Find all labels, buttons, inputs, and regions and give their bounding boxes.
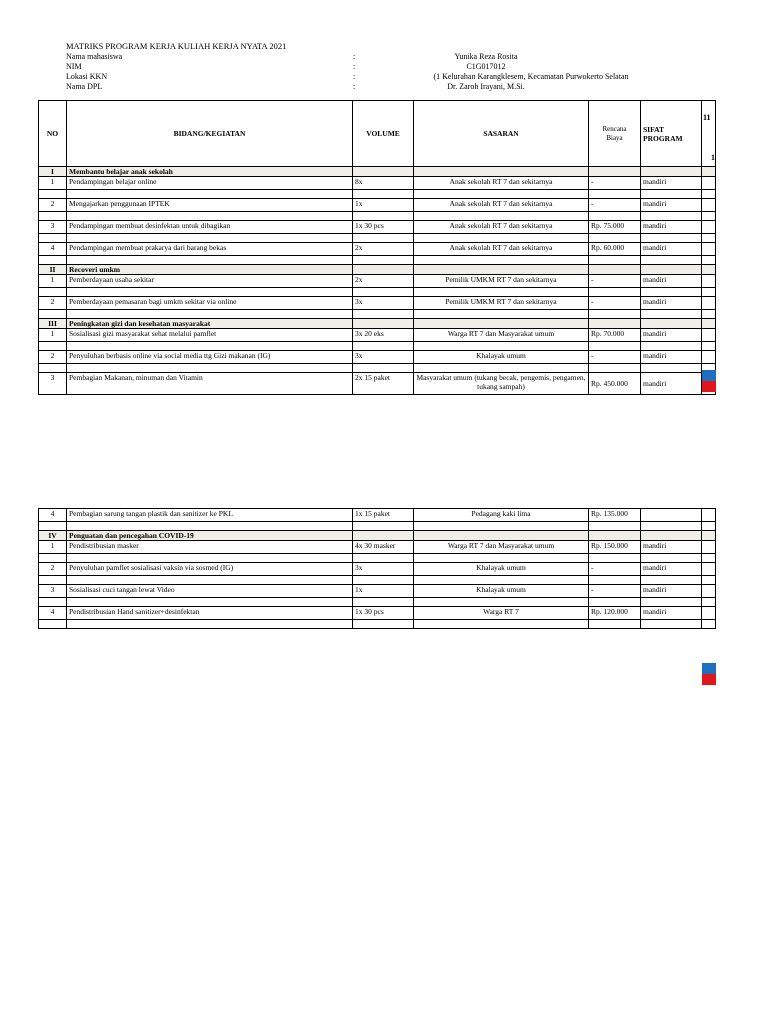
header-row-dpl — [66, 82, 726, 92]
item-sifat: mandiri — [641, 585, 702, 598]
program-table-1 — [38, 100, 716, 395]
empty-cell — [39, 212, 67, 221]
col-header-sifat-line2: PROGRAM — [643, 133, 683, 143]
header-colon: : — [353, 72, 356, 81]
empty-cell — [39, 364, 67, 373]
empty-cell — [353, 265, 414, 275]
empty-cell — [67, 554, 353, 563]
item-number: 1 — [39, 177, 67, 190]
empty-cell — [702, 310, 716, 319]
section-row — [39, 319, 716, 329]
empty-cell — [589, 598, 641, 607]
item-biaya: - — [589, 297, 641, 310]
item-kegiatan: Pendampingan belajar online — [67, 177, 353, 190]
empty-cell — [702, 288, 716, 297]
empty-cell — [353, 576, 414, 585]
col-header-biaya — [589, 101, 641, 167]
item-sifat: mandiri — [641, 607, 702, 620]
empty-cell — [39, 598, 67, 607]
item-kegiatan: Pemberdayaan usaha sekitar — [67, 275, 353, 288]
item-kegiatan: Pemberdayaan pemasaran bagi umkm sekitar via online — [67, 297, 353, 310]
item-kegiatan: Mengajarkan penggunaan IPTEK — [67, 199, 353, 212]
item-sifat: mandiri — [641, 177, 702, 190]
empty-cell — [589, 319, 641, 329]
empty-cell — [641, 234, 702, 243]
section-title: Recoveri umkm — [67, 265, 353, 275]
header-label: Nama mahasiswa — [66, 52, 123, 61]
table-row — [39, 563, 716, 576]
section-number: I — [39, 167, 67, 177]
empty-cell — [67, 364, 353, 373]
item-sasaran: Khalayak umum — [414, 585, 589, 598]
item-sasaran: Anak sekolah RT 7 dan sekitarnya — [414, 199, 589, 212]
empty-cell — [39, 256, 67, 265]
empty-cell — [589, 212, 641, 221]
header-label: Nama DPL — [66, 82, 103, 91]
empty-cell — [641, 167, 702, 177]
empty-cell — [702, 620, 716, 629]
empty-cell — [641, 256, 702, 265]
item-sasaran: Khalayak umum — [414, 563, 589, 576]
empty-cell — [353, 234, 414, 243]
empty-cell — [702, 167, 716, 177]
empty-cell — [353, 288, 414, 297]
section-number: III — [39, 319, 67, 329]
section-title: Peningkatan gizi dan kesehatan masyarakat — [67, 319, 353, 329]
item-number: 4 — [39, 607, 67, 620]
spacer-row — [39, 190, 716, 199]
empty-cell — [414, 167, 589, 177]
empty-cell — [702, 509, 716, 522]
item-volume: 1x 30 pcs — [353, 221, 414, 234]
item-sifat: mandiri — [641, 563, 702, 576]
empty-cell — [414, 310, 589, 319]
item-volume: 2x — [353, 275, 414, 288]
table-row — [39, 585, 716, 598]
item-volume: 3x — [353, 563, 414, 576]
item-number: 1 — [39, 541, 67, 554]
spacer-row — [39, 576, 716, 585]
table-row — [39, 373, 716, 395]
empty-cell — [414, 364, 589, 373]
header-label: NIM — [66, 62, 82, 71]
empty-cell — [641, 531, 702, 541]
item-sifat: mandiri — [641, 373, 702, 395]
header-label: Lokasi KKN — [66, 72, 108, 81]
spacer-row — [39, 256, 716, 265]
item-sifat: mandiri — [641, 221, 702, 234]
item-kegiatan: Penyuluhan berbasis online via social media ttg Gizi makanan (IG) — [67, 351, 353, 364]
item-biaya: - — [589, 199, 641, 212]
header-row-nim — [66, 62, 726, 72]
empty-cell — [414, 319, 589, 329]
item-sasaran: Masyarakat umum (tukang becak, pengemis, pengamen, tukang sampah) — [414, 373, 589, 395]
item-biaya: Rp. 120.000 — [589, 607, 641, 620]
table-row — [39, 177, 716, 190]
empty-cell — [39, 576, 67, 585]
table-row — [39, 351, 716, 364]
empty-cell — [353, 620, 414, 629]
item-kegiatan: Sosialisasi gizi masyarakat sehat melalui pamflet — [67, 329, 353, 342]
empty-cell — [641, 310, 702, 319]
section-title: Penguatan dan pencegahan COVID-19 — [67, 531, 353, 541]
table-row — [39, 509, 716, 522]
blue-marker — [702, 370, 716, 381]
spacer-row — [39, 598, 716, 607]
empty-cell — [589, 620, 641, 629]
empty-cell — [39, 310, 67, 319]
empty-cell — [702, 221, 716, 234]
empty-cell — [702, 351, 716, 364]
item-volume: 4x 30 masker — [353, 541, 414, 554]
item-sasaran: Warga RT 7 dan Masyarakat umum — [414, 541, 589, 554]
empty-cell — [414, 288, 589, 297]
empty-cell — [353, 342, 414, 351]
item-sasaran: Pedagang kaki lima — [414, 509, 589, 522]
item-number: 1 — [39, 275, 67, 288]
section-number: II — [39, 265, 67, 275]
section-row — [39, 265, 716, 275]
empty-cell — [67, 576, 353, 585]
empty-cell — [414, 190, 589, 199]
empty-cell — [414, 234, 589, 243]
item-biaya: Rp. 75.000 — [589, 221, 641, 234]
item-sifat: mandiri — [641, 329, 702, 342]
item-volume: 3x — [353, 297, 414, 310]
item-biaya: - — [589, 563, 641, 576]
empty-cell — [67, 288, 353, 297]
empty-cell — [702, 256, 716, 265]
col-header-biaya-line1: Rencana — [602, 124, 627, 133]
item-biaya: - — [589, 177, 641, 190]
item-number: 2 — [39, 351, 67, 364]
item-volume: 1x 15 paket — [353, 509, 414, 522]
item-biaya: Rp. 60.000 — [589, 243, 641, 256]
item-sasaran: Khalayak umum — [414, 351, 589, 364]
item-sasaran: Anak sekolah RT 7 dan sekitarnya — [414, 177, 589, 190]
header-value: (1 Kelurahan Karangklesem, Kecamatan Purwokerto Selatan — [433, 72, 629, 81]
empty-cell — [414, 620, 589, 629]
empty-cell — [353, 319, 414, 329]
header-colon: : — [353, 62, 356, 71]
item-sasaran: Pemilik UMKM RT 7 dan sekitarnya — [414, 275, 589, 288]
empty-cell — [702, 531, 716, 541]
red-marker — [702, 381, 716, 392]
empty-cell — [39, 620, 67, 629]
empty-cell — [589, 167, 641, 177]
empty-cell — [39, 190, 67, 199]
item-volume: 2x 15 paket — [353, 373, 414, 395]
empty-cell — [353, 364, 414, 373]
empty-cell — [702, 342, 716, 351]
item-number: 2 — [39, 199, 67, 212]
empty-cell — [353, 256, 414, 265]
empty-cell — [353, 190, 414, 199]
empty-cell — [353, 598, 414, 607]
empty-cell — [39, 342, 67, 351]
item-sifat: mandiri — [641, 541, 702, 554]
item-kegiatan: Pendistribusian Hand sanitizer+desinfektan — [67, 607, 353, 620]
empty-cell — [414, 598, 589, 607]
item-kegiatan: Pendistribusian masker — [67, 541, 353, 554]
section-title: Membantu belajar anak sekolah — [67, 167, 353, 177]
empty-cell — [702, 607, 716, 620]
item-kegiatan: Sosialisasi cuci tangan lewat Video — [67, 585, 353, 598]
table-row — [39, 243, 716, 256]
empty-cell — [589, 364, 641, 373]
table-row — [39, 607, 716, 620]
item-kegiatan: Pembagian sarung tangan plastik dan sanitizer ke PKL — [67, 509, 353, 522]
empty-cell — [702, 554, 716, 563]
empty-cell — [414, 342, 589, 351]
item-sasaran: Anak sekolah RT 7 dan sekitarnya — [414, 221, 589, 234]
spacer-row — [39, 554, 716, 563]
section-row — [39, 167, 716, 177]
empty-cell — [353, 310, 414, 319]
col-header-sifat-line1: SIFAT — [643, 124, 664, 134]
item-kegiatan: Pendampingan membuat prakarya dari barang bekas — [67, 243, 353, 256]
item-biaya: - — [589, 585, 641, 598]
empty-cell — [67, 256, 353, 265]
empty-cell — [641, 288, 702, 297]
empty-cell — [353, 167, 414, 177]
item-volume: 2x — [353, 243, 414, 256]
header-colon: : — [353, 82, 356, 91]
item-number: 3 — [39, 373, 67, 395]
section-row — [39, 531, 716, 541]
section-number: IV — [39, 531, 67, 541]
empty-cell — [702, 585, 716, 598]
empty-cell — [702, 563, 716, 576]
item-kegiatan: Pembagian Makanan, minuman dan Vitamin — [67, 373, 353, 395]
empty-cell — [702, 190, 716, 199]
empty-cell — [702, 243, 716, 256]
spacer-row — [39, 288, 716, 297]
empty-cell — [702, 199, 716, 212]
empty-cell — [641, 576, 702, 585]
empty-cell — [702, 541, 716, 554]
col-header-kegiatan: BIDANG/KEGIATAN — [67, 101, 353, 167]
empty-cell — [414, 212, 589, 221]
empty-cell — [589, 256, 641, 265]
empty-cell — [589, 234, 641, 243]
empty-cell — [414, 522, 589, 531]
item-biaya: Rp. 450.000 — [589, 373, 641, 395]
item-sasaran: Warga RT 7 — [414, 607, 589, 620]
spacer-row — [39, 212, 716, 221]
spacer-row — [39, 522, 716, 531]
table-row — [39, 541, 716, 554]
empty-cell — [67, 598, 353, 607]
empty-cell — [702, 177, 716, 190]
red-marker — [702, 674, 716, 685]
item-volume: 3x 20 eks — [353, 329, 414, 342]
item-kegiatan: Penyuluhan pamflet sosialisasi vaksin via sosmed (IG) — [67, 563, 353, 576]
item-biaya: Rp. 135.000 — [589, 509, 641, 522]
item-volume: 1x 30 pcs — [353, 607, 414, 620]
item-sifat: mandiri — [641, 351, 702, 364]
empty-cell — [67, 310, 353, 319]
empty-cell — [641, 190, 702, 199]
empty-cell — [589, 531, 641, 541]
empty-cell — [353, 212, 414, 221]
item-number: 2 — [39, 297, 67, 310]
item-volume: 1x — [353, 199, 414, 212]
empty-cell — [702, 212, 716, 221]
empty-cell — [641, 212, 702, 221]
document-title: MATRIKS PROGRAM KERJA KULIAH KERJA NYATA 2021 — [66, 41, 287, 51]
empty-cell — [641, 620, 702, 629]
col-header-sasaran: SASARAN — [414, 101, 589, 167]
empty-cell — [414, 256, 589, 265]
empty-cell — [641, 598, 702, 607]
item-number: 4 — [39, 243, 67, 256]
program-table-2 — [38, 508, 716, 629]
header-value: C1G017012 — [466, 62, 506, 71]
empty-cell — [353, 531, 414, 541]
table-row — [39, 221, 716, 234]
empty-cell — [702, 329, 716, 342]
item-sifat: mandiri — [641, 275, 702, 288]
empty-cell — [589, 288, 641, 297]
empty-cell — [589, 522, 641, 531]
empty-cell — [702, 275, 716, 288]
empty-cell — [353, 554, 414, 563]
empty-cell — [702, 598, 716, 607]
spacer-row — [39, 364, 716, 373]
col-header-volume: VOLUME — [353, 101, 414, 167]
spacer-row — [39, 620, 716, 629]
empty-cell — [702, 576, 716, 585]
empty-cell — [39, 522, 67, 531]
item-kegiatan: Pendampingan membuat desinfektan untuk dibagikan — [67, 221, 353, 234]
empty-cell — [589, 265, 641, 275]
empty-cell — [67, 212, 353, 221]
item-number: 2 — [39, 563, 67, 576]
item-volume: 8x — [353, 177, 414, 190]
item-sasaran: Warga RT 7 dan Masyarakat umum — [414, 329, 589, 342]
empty-cell — [702, 297, 716, 310]
extra-column-label-bottom: 1 — [711, 153, 715, 162]
empty-cell — [67, 522, 353, 531]
document-header — [66, 40, 726, 92]
empty-cell — [641, 522, 702, 531]
empty-cell — [702, 265, 716, 275]
empty-cell — [67, 342, 353, 351]
empty-cell — [589, 554, 641, 563]
item-sasaran: Anak sekolah RT 7 dan sekitarnya — [414, 243, 589, 256]
blue-marker — [702, 663, 716, 674]
item-sifat: mandiri — [641, 199, 702, 212]
empty-cell — [589, 342, 641, 351]
empty-cell — [641, 319, 702, 329]
table-row — [39, 297, 716, 310]
col-header-sifat — [641, 101, 702, 167]
item-number: 4 — [39, 509, 67, 522]
empty-cell — [641, 554, 702, 563]
empty-cell — [589, 576, 641, 585]
empty-cell — [39, 234, 67, 243]
empty-cell — [414, 576, 589, 585]
empty-cell — [641, 342, 702, 351]
item-sifat: mandiri — [641, 243, 702, 256]
empty-cell — [67, 234, 353, 243]
empty-cell — [39, 288, 67, 297]
empty-cell — [414, 554, 589, 563]
header-value: Dr. Zaroh Irayani, M.Si. — [447, 82, 525, 91]
col-header-biaya-line2: Biaya — [606, 133, 623, 142]
item-number: 1 — [39, 329, 67, 342]
item-biaya: Rp. 70.000 — [589, 329, 641, 342]
table-row — [39, 329, 716, 342]
empty-cell — [39, 554, 67, 563]
empty-cell — [641, 265, 702, 275]
empty-cell — [589, 310, 641, 319]
empty-cell — [353, 522, 414, 531]
item-sifat: mandiri — [641, 297, 702, 310]
extra-column-label-top: 11 — [703, 113, 711, 122]
empty-cell — [67, 190, 353, 199]
item-biaya: Rp. 150.000 — [589, 541, 641, 554]
empty-cell — [702, 522, 716, 531]
item-number: 3 — [39, 585, 67, 598]
item-volume: 3x — [353, 351, 414, 364]
header-row-nama — [66, 52, 726, 62]
item-volume: 1x — [353, 585, 414, 598]
empty-cell — [641, 364, 702, 373]
table-row — [39, 199, 716, 212]
header-colon: : — [353, 52, 356, 61]
header-row-lokasi — [66, 72, 726, 82]
empty-cell — [414, 265, 589, 275]
item-biaya: - — [589, 275, 641, 288]
table-row — [39, 275, 716, 288]
item-sifat — [641, 509, 702, 522]
item-number: 3 — [39, 221, 67, 234]
empty-cell — [702, 234, 716, 243]
spacer-row — [39, 342, 716, 351]
col-header-no: NO — [39, 101, 67, 167]
empty-cell — [414, 531, 589, 541]
item-biaya: - — [589, 351, 641, 364]
item-sasaran: Pemilik UMKM RT 7 dan sekitarnya — [414, 297, 589, 310]
spacer-row — [39, 310, 716, 319]
spacer-row — [39, 234, 716, 243]
empty-cell — [702, 319, 716, 329]
empty-cell — [67, 620, 353, 629]
empty-cell — [589, 190, 641, 199]
header-value: Yunika Reza Rosita — [454, 52, 518, 61]
